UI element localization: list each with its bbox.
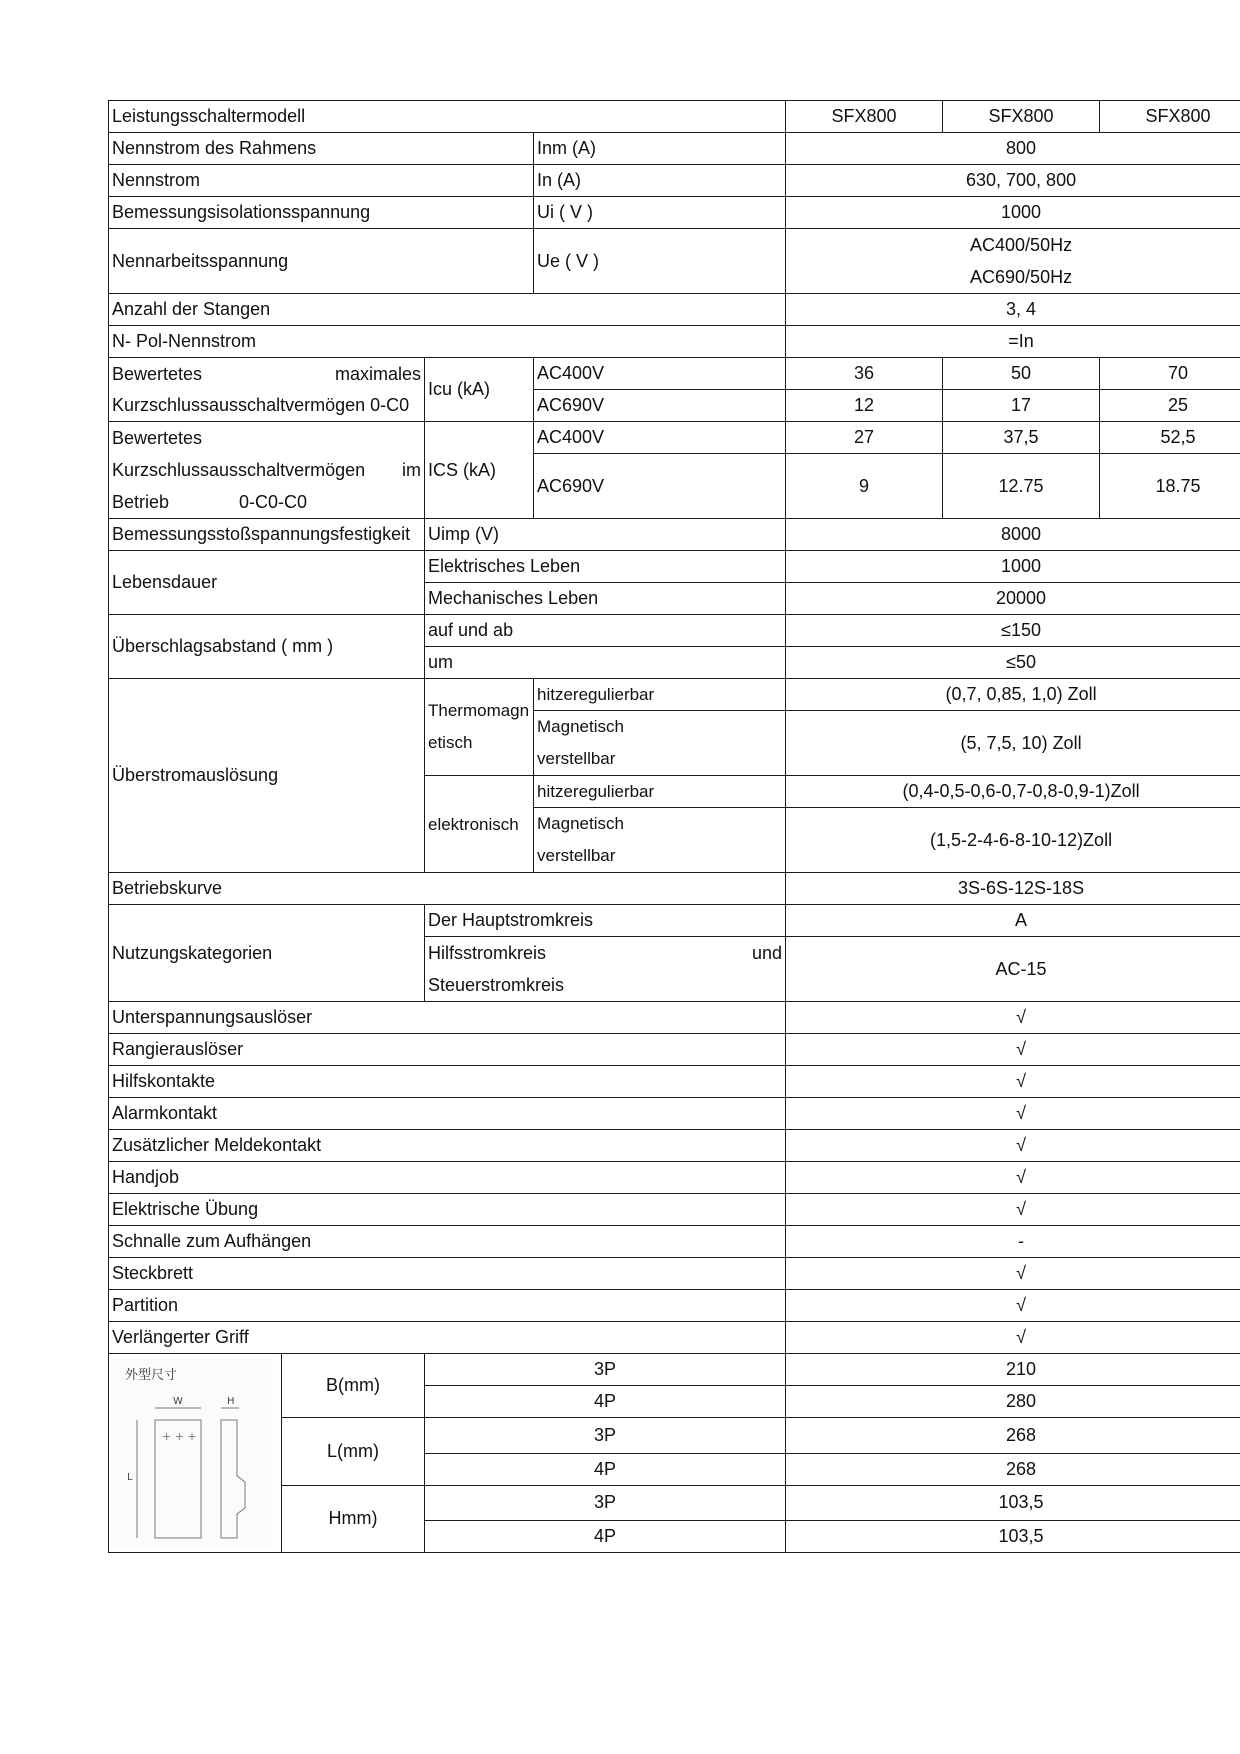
row-label: Betriebskurve bbox=[109, 873, 786, 905]
row-label: Elektrische Übung bbox=[109, 1194, 786, 1226]
icu-label-word: Bewertetes bbox=[112, 363, 203, 384]
table-row bbox=[109, 165, 1240, 197]
row-label: Verlängerter Griff bbox=[109, 1322, 786, 1354]
sub-label: um bbox=[425, 647, 786, 679]
dim-value: 268 bbox=[786, 1418, 1240, 1454]
value-cell: 12 bbox=[786, 390, 943, 422]
sub-label bbox=[534, 808, 786, 873]
model-col-3: SFX800 bbox=[1100, 101, 1240, 133]
mag-label-1: Magnetisch bbox=[537, 717, 624, 736]
row-label: Bemessungsstoßspannungsfestigkeit bbox=[109, 519, 425, 551]
ics-label-line1: Bewertetes bbox=[112, 428, 203, 448]
check-value: √ bbox=[786, 1034, 1240, 1066]
row-unit: Ue ( V ) bbox=[534, 229, 786, 294]
row-value: (1,5-2-4-6-8-10-12)Zoll bbox=[786, 808, 1240, 873]
aux-label-word: Hilfsstromkreis bbox=[428, 943, 547, 963]
mag-label-2: verstellbar bbox=[537, 749, 616, 768]
check-value: √ bbox=[786, 1194, 1240, 1226]
check-value: √ bbox=[786, 1162, 1240, 1194]
voltage-label: AC690V bbox=[534, 454, 786, 519]
voltage-value-2: AC690/50Hz bbox=[970, 267, 1073, 287]
sub-label bbox=[425, 937, 786, 1002]
row-label: Anzahl der Stangen bbox=[109, 294, 786, 326]
ics-label bbox=[109, 422, 425, 519]
row-label: Überstromauslösung bbox=[109, 679, 425, 873]
sub-label: hitzeregulierbar bbox=[534, 776, 786, 808]
pole-label: 4P bbox=[425, 1386, 786, 1418]
table-row bbox=[109, 679, 1240, 711]
ics-label-word: Betrieb bbox=[112, 492, 170, 512]
sub-label: Elektrisches Leben bbox=[425, 551, 786, 583]
mag-label-1: Magnetisch bbox=[537, 814, 624, 833]
table-row bbox=[109, 1226, 1240, 1258]
icu-label bbox=[109, 358, 425, 422]
row-value: (5, 7,5, 10) Zoll bbox=[786, 711, 1240, 776]
value-cell: 52,5 bbox=[1100, 422, 1240, 454]
row-label: Nennstrom des Rahmens bbox=[109, 133, 534, 165]
pole-label: 3P bbox=[425, 1485, 786, 1521]
table-row bbox=[109, 905, 1240, 937]
sub-label: Mechanisches Leben bbox=[425, 583, 786, 615]
w-dim-label: W bbox=[173, 1396, 183, 1407]
row-label: Hilfskontakte bbox=[109, 1066, 786, 1098]
table-row bbox=[109, 1354, 1240, 1386]
pole-label: 4P bbox=[425, 1453, 786, 1485]
row-value: (0,4-0,5-0,6-0,7-0,8-0,9-1)Zoll bbox=[786, 776, 1240, 808]
table-row bbox=[109, 1194, 1240, 1226]
sub-label bbox=[534, 711, 786, 776]
check-value: - bbox=[786, 1226, 1240, 1258]
row-label: Bemessungsisolationsspannung bbox=[109, 197, 534, 229]
table-row bbox=[109, 1066, 1240, 1098]
h-dim-label: H bbox=[227, 1396, 235, 1407]
value-cell: 27 bbox=[786, 422, 943, 454]
value-cell: 37,5 bbox=[943, 422, 1100, 454]
table-row bbox=[109, 519, 1240, 551]
table-row bbox=[109, 1130, 1240, 1162]
row-value: 1000 bbox=[786, 551, 1240, 583]
row-label: Handjob bbox=[109, 1162, 786, 1194]
table-row bbox=[109, 1162, 1240, 1194]
table-row bbox=[109, 1258, 1240, 1290]
value-cell: 25 bbox=[1100, 390, 1240, 422]
table-row bbox=[109, 326, 1240, 358]
dim-value: 280 bbox=[786, 1386, 1240, 1418]
row-value: ≤50 bbox=[786, 647, 1240, 679]
table-row bbox=[109, 229, 1240, 294]
row-value: 20000 bbox=[786, 583, 1240, 615]
voltage-label: AC400V bbox=[534, 358, 786, 390]
dim-value: 210 bbox=[786, 1354, 1240, 1386]
l-dim-label: L bbox=[127, 1472, 133, 1483]
dim-value: 103,5 bbox=[786, 1521, 1240, 1553]
check-value: √ bbox=[786, 1322, 1240, 1354]
table-row bbox=[109, 1034, 1240, 1066]
row-label: Überschlagsabstand ( mm ) bbox=[109, 615, 425, 679]
row-value: AC-15 bbox=[786, 937, 1240, 1002]
row-label: Alarmkontakt bbox=[109, 1098, 786, 1130]
table-row bbox=[109, 1098, 1240, 1130]
voltage-label: AC690V bbox=[534, 390, 786, 422]
row-label: Unterspannungsauslöser bbox=[109, 1002, 786, 1034]
row-label: N- Pol-Nennstrom bbox=[109, 326, 786, 358]
row-value: 3S-6S-12S-18S bbox=[786, 873, 1240, 905]
check-value: √ bbox=[786, 1098, 1240, 1130]
table-row bbox=[109, 358, 1240, 390]
dim-group-label: B(mm) bbox=[282, 1354, 425, 1418]
ics-unit: ICS (kA) bbox=[425, 422, 534, 519]
value-cell: 9 bbox=[786, 454, 943, 519]
table-row bbox=[109, 422, 1240, 454]
pole-label: 3P bbox=[425, 1418, 786, 1454]
check-value: √ bbox=[786, 1066, 1240, 1098]
sub-label: auf und ab bbox=[425, 615, 786, 647]
sub-label: hitzeregulierbar bbox=[534, 679, 786, 711]
row-value: 800 bbox=[786, 133, 1240, 165]
row-unit: Inm (A) bbox=[534, 133, 786, 165]
value-cell: 36 bbox=[786, 358, 943, 390]
check-value: √ bbox=[786, 1002, 1240, 1034]
table-row bbox=[109, 197, 1240, 229]
aux-label-line2: Steuerstromkreis bbox=[428, 975, 565, 995]
row-value: A bbox=[786, 905, 1240, 937]
ics-label-word: Kurzschlussausschaltvermögen bbox=[112, 460, 366, 480]
dim-group-label: L(mm) bbox=[282, 1418, 425, 1486]
value-cell: 12.75 bbox=[943, 454, 1100, 519]
table-row bbox=[109, 1322, 1240, 1354]
row-value: 8000 bbox=[786, 519, 1240, 551]
row-label: Zusätzlicher Meldekontakt bbox=[109, 1130, 786, 1162]
aux-label-word: und bbox=[752, 943, 783, 963]
thermo-label-2: etisch bbox=[428, 733, 473, 752]
row-value: =In bbox=[786, 326, 1240, 358]
drawing-caption: 外型尺寸 bbox=[125, 1368, 178, 1383]
pole-label: 3P bbox=[425, 1354, 786, 1386]
table-row bbox=[109, 1290, 1240, 1322]
dim-group-label: Hmm) bbox=[282, 1485, 425, 1553]
table-row bbox=[109, 133, 1240, 165]
value-cell: 50 bbox=[943, 358, 1100, 390]
sub-label: Der Hauptstromkreis bbox=[425, 905, 786, 937]
pole-label: 4P bbox=[425, 1521, 786, 1553]
electronic-label: elektronisch bbox=[425, 776, 534, 873]
ics-label-word: im bbox=[402, 460, 421, 480]
row-unit: In (A) bbox=[534, 165, 786, 197]
row-value: ≤150 bbox=[786, 615, 1240, 647]
model-col-2: SFX800 bbox=[943, 101, 1100, 133]
check-value: √ bbox=[786, 1258, 1240, 1290]
dim-value: 103,5 bbox=[786, 1485, 1240, 1521]
table-row bbox=[109, 873, 1240, 905]
icu-unit: Icu (kA) bbox=[425, 358, 534, 422]
row-unit: Uimp (V) bbox=[425, 519, 786, 551]
row-label: Partition bbox=[109, 1290, 786, 1322]
row-label: Lebensdauer bbox=[109, 551, 425, 615]
voltage-label: AC400V bbox=[534, 422, 786, 454]
model-col-1: SFX800 bbox=[786, 101, 943, 133]
row-value bbox=[786, 229, 1240, 294]
table-row bbox=[109, 294, 1240, 326]
table-row bbox=[109, 1002, 1240, 1034]
row-label: Schnalle zum Aufhängen bbox=[109, 1226, 786, 1258]
spec-table bbox=[108, 100, 1240, 1553]
mag-label-2: verstellbar bbox=[537, 846, 616, 865]
row-value: 1000 bbox=[786, 197, 1240, 229]
breaker-outline-icon bbox=[113, 1358, 273, 1548]
row-value: 630, 700, 800 bbox=[786, 165, 1240, 197]
check-value: √ bbox=[786, 1290, 1240, 1322]
row-unit: Ui ( V ) bbox=[534, 197, 786, 229]
voltage-value-1: AC400/50Hz bbox=[970, 235, 1073, 255]
value-cell: 70 bbox=[1100, 358, 1240, 390]
row-label: Steckbrett bbox=[109, 1258, 786, 1290]
header-label: Leistungsschaltermodell bbox=[109, 101, 786, 133]
thermo-label-1: Thermomagn bbox=[428, 701, 530, 720]
table-row bbox=[109, 551, 1240, 583]
row-value: (0,7, 0,85, 1,0) Zoll bbox=[786, 679, 1240, 711]
check-value: √ bbox=[786, 1130, 1240, 1162]
value-cell: 18.75 bbox=[1100, 454, 1240, 519]
table-row bbox=[109, 615, 1240, 647]
header-row bbox=[109, 101, 1240, 133]
row-label: Nennarbeitsspannung bbox=[109, 229, 534, 294]
ics-label-word: 0-C0-C0 bbox=[239, 492, 308, 512]
thermo-label bbox=[425, 679, 534, 776]
value-cell: 17 bbox=[943, 390, 1100, 422]
dimension-drawing bbox=[109, 1354, 282, 1553]
row-label: Nutzungskategorien bbox=[109, 905, 425, 1002]
icu-label-line2: Kurzschlussausschaltvermögen 0-C0 bbox=[112, 394, 410, 415]
row-label: Rangierauslöser bbox=[109, 1034, 786, 1066]
pole-marks: + + + bbox=[162, 1430, 197, 1443]
row-value: 3, 4 bbox=[786, 294, 1240, 326]
row-label: Nennstrom bbox=[109, 165, 534, 197]
icu-label-word: maximales bbox=[334, 363, 421, 384]
dim-value: 268 bbox=[786, 1453, 1240, 1485]
